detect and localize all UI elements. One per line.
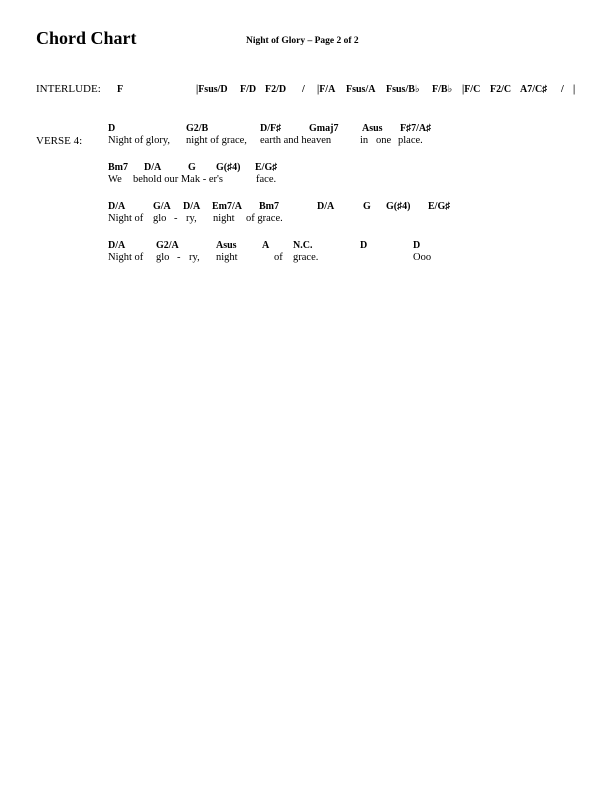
chord: G2/A [156, 240, 179, 251]
lyric: Ooo [413, 252, 432, 263]
interlude-chord: / [302, 84, 305, 95]
chord: G(♯4) [386, 201, 411, 212]
interlude-chord: F [117, 84, 124, 95]
lyric: ry, [186, 213, 197, 224]
chord: Asus [362, 123, 383, 134]
lyric: place. [398, 135, 423, 146]
lyric: grace. [293, 252, 319, 263]
chord: G/A [153, 201, 171, 212]
chord: E/G♯ [255, 162, 278, 173]
lyric: night [216, 252, 238, 263]
chord: D/A [183, 201, 201, 212]
lyric: ry, [189, 252, 200, 263]
interlude-chord: F2/D [265, 84, 287, 95]
lyric: Night of [108, 252, 144, 263]
interlude-chord: Fsus/B♭ [386, 84, 420, 95]
interlude-chord: | [573, 84, 576, 95]
interlude-chord: Fsus/A [346, 84, 376, 95]
interlude-label: INTERLUDE: [36, 83, 101, 95]
lyric: Night of glory, [108, 135, 171, 146]
chord: G2/B [186, 123, 209, 134]
chord: G [363, 201, 371, 212]
chord: D/F♯ [260, 123, 282, 134]
lyric: - [177, 252, 181, 263]
interlude-chord: |Fsus/D [196, 84, 228, 95]
chord: G [188, 162, 196, 173]
lyric: night of grace, [186, 135, 247, 146]
chord: Gmaj7 [309, 123, 339, 134]
interlude-chord: / [561, 84, 564, 95]
chord: D [360, 240, 368, 251]
lyric: We [108, 174, 122, 185]
interlude-chord: F2/C [490, 84, 512, 95]
chord: G(♯4) [216, 162, 241, 173]
lyric: glo [153, 213, 167, 224]
interlude-chord: F/B♭ [432, 84, 453, 95]
chord: Em7/A [212, 201, 242, 212]
chord: E/G♯ [428, 201, 451, 212]
lyric: - [174, 213, 178, 224]
lyric: in [360, 135, 369, 146]
chord: D [108, 123, 116, 134]
chord: D [413, 240, 421, 251]
lyric: glo [156, 252, 170, 263]
chord: Bm7 [108, 162, 128, 173]
chord: Bm7 [259, 201, 279, 212]
interlude-chord: |F/A [317, 84, 336, 95]
chord: F♯7/A♯ [400, 123, 432, 134]
page-title: Chord Chart [36, 28, 137, 48]
page-subtitle: Night of Glory – Page 2 of 2 [246, 36, 359, 46]
interlude-chord: |F/C [462, 84, 481, 95]
lyric: one [376, 135, 392, 146]
lyric: behold our Mak - er's [133, 174, 223, 185]
chord: Asus [216, 240, 237, 251]
interlude-chord: A7/C♯ [520, 84, 548, 95]
chord: A [262, 240, 270, 251]
interlude-chord: F/D [240, 84, 257, 95]
lyric: night [213, 213, 235, 224]
lyric: of [274, 252, 283, 263]
chord: N.C. [293, 240, 313, 251]
chord: D/A [144, 162, 162, 173]
verse-label: VERSE 4: [36, 135, 83, 147]
chord: D/A [317, 201, 335, 212]
lyric: earth and heaven [260, 135, 332, 146]
chord: D/A [108, 201, 126, 212]
lyric: Night of [108, 213, 144, 224]
lyric: face. [256, 174, 277, 185]
lyric: of grace. [246, 213, 283, 224]
chord: D/A [108, 240, 126, 251]
